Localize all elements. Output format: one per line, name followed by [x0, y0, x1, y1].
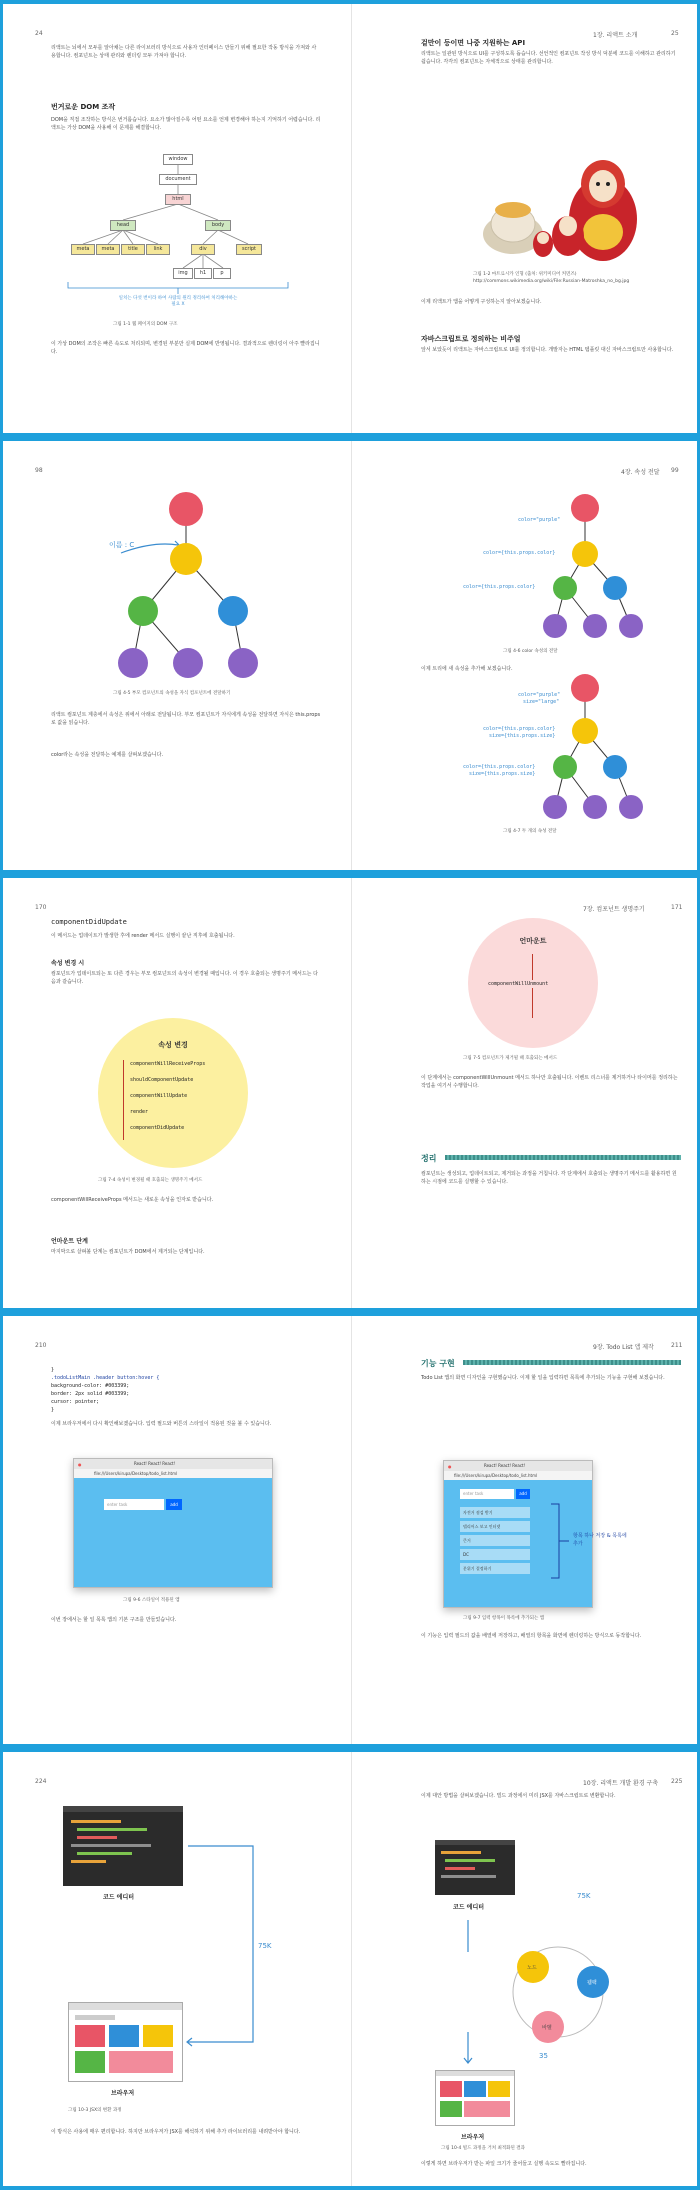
- body-text: componentWillReceiveProps 메서드는 새로운 속성을 인자로 받습니다.: [51, 1197, 214, 1203]
- body-text: color라는 속성을 전달하는 예제를 살펴보겠습니다.: [51, 752, 164, 758]
- sub-heading: 언마운트 단계: [51, 1238, 88, 1245]
- body-text: 이제 트리에 새 속성을 추가해 보겠습니다.: [421, 666, 513, 672]
- dom-tree-diagram: [63, 154, 293, 314]
- todo-item[interactable]: 델리어스 보고 인터넷: [460, 1521, 530, 1532]
- body-text: 이 기능은 입력 필드의 값을 배열에 저장하고, 배열의 항목을 화면에 렌더링하는 방식으로 동작합니다.: [421, 1633, 642, 1639]
- prop-label: size="large": [523, 699, 560, 705]
- tree-node-link: link: [146, 244, 170, 255]
- code-line: background-color: #003399;: [51, 1383, 130, 1389]
- tree-node-script: script: [236, 244, 262, 255]
- running-header: 4장. 속성 전달: [621, 469, 660, 476]
- task-input[interactable]: enter task: [460, 1489, 514, 1499]
- tree-node: [543, 795, 567, 819]
- tree-node: [553, 576, 577, 600]
- todo-item[interactable]: DC: [460, 1549, 530, 1560]
- body-text: 이번 장에서는 할 일 목록 앱의 기본 구조를 만들었습니다.: [51, 1617, 177, 1623]
- page-number: 171: [671, 904, 683, 911]
- body-text: 이 단계에서는 componentWillUnmount 메서드 하나만 호출됩니다. 이벤트 리스너를 제거하거나 타이머를 정리하는 작업을 여기서 수행합니다.: [421, 1075, 678, 1089]
- figure-caption: 그림 4-6 color 속성의 전달: [503, 649, 558, 654]
- lifecycle-item: componentWillUpdate: [130, 1093, 188, 1099]
- prop-label: color={this.props.color}: [483, 726, 556, 732]
- prop-label: size={this.props.size}: [469, 771, 536, 777]
- figure-caption: 그림 7-5 컴포넌트가 제거될 때 호출되는 메서드: [463, 1056, 558, 1061]
- tree-node: [619, 795, 643, 819]
- cycle-label: 웹팩: [587, 1980, 597, 1986]
- tree-node-body: body: [205, 220, 231, 231]
- page-number: 99: [671, 467, 679, 474]
- tree-node-div: div: [191, 244, 215, 255]
- tree-node-meta: meta: [96, 244, 120, 255]
- body-text: 이 방식은 사용에 매우 편리합니다. 하지만 브라우저가 JSX를 해석하기 위해 추가 라이브러리를 내려받아야 합니다.: [51, 2129, 301, 2135]
- tree-node-head: head: [110, 220, 136, 231]
- tree-node: [571, 494, 599, 522]
- running-header: 1장. 리액트 소개: [593, 32, 638, 39]
- lifecycle-item: componentWillUnmount: [488, 981, 549, 987]
- page-number: 98: [35, 467, 43, 474]
- task-input[interactable]: enter task: [104, 1499, 164, 1510]
- page-number: 225: [671, 1778, 683, 1785]
- prop-label: color={this.props.color}: [463, 764, 536, 770]
- running-header: 9장. Todo List 앱 제작: [593, 1344, 654, 1351]
- figure-caption: 그림 1-1 웹 페이지의 DOM 구조: [113, 322, 178, 327]
- running-header: 7장. 컴포넌트 생명주기: [583, 906, 645, 913]
- tree-node-h1: h1: [194, 268, 212, 279]
- prop-label: color={this.props.color}: [463, 584, 536, 590]
- tree-node: [583, 614, 607, 638]
- tree-node-document: document: [159, 174, 197, 185]
- tree-node-html: html: [165, 194, 191, 205]
- diagram-label: 이름 : C: [109, 541, 135, 549]
- tree-node: [128, 596, 158, 626]
- tree-node: [619, 614, 643, 638]
- tree-node: [170, 543, 202, 575]
- unmount-circle: [468, 918, 598, 1048]
- section-heading: 겉만이 등이면 나중 지원하는 API: [421, 39, 526, 47]
- cycle-label: 노드: [527, 1965, 537, 1971]
- tree-node: [553, 755, 577, 779]
- tree-node-img: img: [173, 268, 193, 279]
- tree-diagrams: [3, 441, 697, 870]
- lifecycle-arrow: [123, 1060, 124, 1140]
- spread-3: [3, 878, 697, 1308]
- code-line: .todoListMain .header button:hover {: [51, 1375, 160, 1381]
- gutter: [351, 878, 352, 1308]
- add-button[interactable]: add: [166, 1499, 182, 1510]
- todo-item[interactable]: 분위기 결정하기: [460, 1563, 530, 1574]
- code-line: }: [51, 1367, 55, 1373]
- code-editor-label: 코드 에디터: [103, 1894, 135, 1901]
- tree-annotation: 일치는 다섯 번이라 하여 사람의 원리 정리하여 처리해야하는 필요 X: [118, 296, 238, 307]
- spread-2: [3, 441, 697, 870]
- section-title: 정리: [421, 1154, 437, 1163]
- tree-node: [603, 755, 627, 779]
- tree-node: [228, 648, 258, 678]
- spread-5: [3, 1752, 697, 2186]
- code-editor-label: 코드 에디터: [453, 1904, 485, 1911]
- size-label: 35: [539, 2052, 548, 2060]
- prop-label: color={this.props.color}: [483, 550, 556, 556]
- tree-node: [543, 614, 567, 638]
- figure-caption: 그림 9-6 스타일이 적용된 앱: [123, 1598, 180, 1603]
- tree-node: [572, 718, 598, 744]
- figure-caption: 그림 1-2 마트료시카 인형 (출처: 위키미디어 커먼즈): [473, 272, 577, 277]
- sub-heading: 속성 변경 시: [51, 960, 85, 967]
- section-heading: 자바스크립트로 정의하는 비주얼: [421, 335, 521, 343]
- tree-node-p: p: [213, 268, 231, 279]
- prop-label: color="purple": [518, 692, 561, 698]
- spread-4: [3, 1316, 697, 1744]
- browser-title: React! React! React!: [134, 1461, 176, 1466]
- body-text: 리액트 컴포넌트 계층에서 속성은 위에서 아래로 전달됩니다. 부모 컴포넌트가 자식에게 속성을 전달하면 자식은 this.props로 값을 읽습니다.: [51, 712, 321, 726]
- body-text: 리액트는 뇌에서 모두를 알아채는 다른 라이브러리 방식으로 사용자 인터페이스 만들기 위해 필요한 작동 방식을 가져와 사용합니다. 컴포넌트는 상태 관리와 렌더링 모두 가져야 합니다.: [51, 45, 317, 59]
- figure-caption: 그림 10-3 JSX의 변환 과정: [68, 2108, 122, 2113]
- address-bar[interactable]: file:///Users/kirupa/Desktop/todo_list.html: [444, 1471, 592, 1480]
- figure-caption-source: http://commons.wikimedia.org/wiki/File:Russian-Matroshka_no_bg.jpg: [473, 279, 630, 284]
- tree-node: [571, 674, 599, 702]
- prop-label: color="purple": [518, 517, 561, 523]
- body-text: 앞서 보았듯이 리액트는 자바스크립트로 UI를 정의합니다. 개발자는 HTML 템플릿 대신 자바스크립트만 사용합니다.: [421, 347, 674, 353]
- running-header: 10장. 리액트 개발 환경 구축: [583, 1780, 659, 1787]
- browser-illustration: [68, 2002, 183, 2082]
- figure-caption: 그림 9-7 입력 항목이 목록에 추가되는 앱: [463, 1616, 545, 1621]
- circle-title: 언마운트: [519, 937, 547, 945]
- tree-node: [173, 648, 203, 678]
- page-number: 170: [35, 904, 47, 911]
- body-text: 마지막으로 살펴볼 단계는 컴포넌트가 DOM에서 제거되는 단계입니다.: [51, 1249, 205, 1255]
- section-rule: [445, 1155, 681, 1160]
- size-label: 75K: [258, 1942, 272, 1950]
- figure-caption: 그림 4-5 부모 컴포넌트의 속성을 자식 컴포넌트에 전달하기: [113, 691, 231, 696]
- tree-node: [603, 576, 627, 600]
- body-text: 컴포넌트가 업데이트되는 또 다른 경우는 부모 컴포넌트의 속성이 변경될 때입니다. 이 경우 호출되는 생명주기 메서드는 다음과 같습니다.: [51, 971, 318, 985]
- circle-title: 속성 변경: [158, 1041, 188, 1049]
- body-text: Todo List 앱의 화면 디자인을 구현했습니다. 이제 할 일을 입력하면 목록에 추가되는 기능을 구현해 보겠습니다.: [421, 1375, 665, 1381]
- spread-1: [3, 4, 697, 433]
- tree-node: [583, 795, 607, 819]
- code-line: cursor: pointer;: [51, 1399, 100, 1405]
- page-number: 210: [35, 1342, 47, 1349]
- code-editor-illustration: [435, 1840, 515, 1895]
- callout-bracket: [3, 1316, 697, 1744]
- callout-note: 항목 하나 저장 & 목록에 추가: [573, 1533, 627, 1547]
- body-text: 이렇게 하면 브라우저가 받는 파일 크기가 줄어들고 실행 속도도 빨라집니다.: [421, 2161, 587, 2167]
- flow-arrows: [3, 1752, 697, 2186]
- address-bar[interactable]: file:///Users/kirupa/Desktop/todo_list.html: [74, 1469, 272, 1478]
- cycle-label: 바벨: [542, 2025, 552, 2031]
- lifecycle-item: render: [130, 1109, 149, 1115]
- add-button[interactable]: add: [516, 1489, 530, 1499]
- figure-caption: 그림 10-4 빌드 과정을 거쳐 최적화된 결과: [441, 2146, 525, 2151]
- body-text: 이제 대안 방법을 살펴보겠습니다. 빌드 과정에서 미리 JSX를 자바스크립트로 변환합니다.: [421, 1793, 616, 1799]
- section-title: 기능 구현: [421, 1359, 455, 1368]
- size-label: 75K: [577, 1892, 591, 1900]
- prop-label: size={this.props.size}: [489, 733, 556, 739]
- matryoshka-photo: [473, 144, 643, 264]
- body-text: 리액트는 일관된 방식으로 UI를 구성하도록 돕습니다. 선언적인 컴포넌트 작성 방식 덕분에 코드를 이해하고 관리하기 쉽습니다. 각각의 컴포넌트는 자체적으로 상태를 관리합니다.: [421, 51, 676, 65]
- section-heading: 번거로운 DOM 조작: [51, 103, 116, 111]
- browser-title: React! React! React!: [484, 1463, 526, 1468]
- tree-node-window: window: [163, 154, 193, 165]
- code-heading: componentDidUpdate: [51, 918, 127, 926]
- browser-label: 브라우저: [111, 2090, 135, 2097]
- tree-node-title: title: [121, 244, 145, 255]
- body-text: 이제 리액트가 앱을 어떻게 구성하는지 알아보겠습니다.: [421, 299, 542, 305]
- page-number: 24: [35, 30, 43, 37]
- lifecycle-item: shouldComponentUpdate: [130, 1077, 194, 1083]
- body-text: 이 메서드는 업데이트가 발생한 후에 render 메서드 실행이 끝난 직후에 호출됩니다.: [51, 933, 235, 939]
- code-line: border: 2px solid #003399;: [51, 1391, 130, 1397]
- lifecycle-item: componentWillReceiveProps: [130, 1061, 206, 1067]
- props-change-circle: [98, 1018, 248, 1168]
- figure-caption: 그림 7-4 속성이 변경될 때 호출되는 생명주기 메서드: [98, 1178, 203, 1183]
- window-controls[interactable]: ●: [78, 1462, 82, 1467]
- code-line: }: [51, 1407, 55, 1413]
- tree-node: [118, 648, 148, 678]
- body-text: 이 가상 DOM의 조작은 빠른 속도로 처리되며, 변경된 부분만 실제 DOM에 반영됩니다. 결과적으로 렌더링이 아주 빨라집니다.: [51, 341, 320, 355]
- body-text: 이제 브라우저에서 다시 확인해보겠습니다. 입력 필드와 버튼의 스타일이 적용된 것을 볼 수 있습니다.: [51, 1421, 272, 1427]
- browser-illustration: [435, 2070, 515, 2126]
- tree-node: [169, 492, 203, 526]
- page-number: 224: [35, 1778, 47, 1785]
- todo-item[interactable]: 자전거 점검 받기: [460, 1507, 530, 1518]
- page-number: 211: [671, 1342, 683, 1349]
- window-controls[interactable]: ●: [448, 1464, 452, 1469]
- lifecycle-item: componentDidUpdate: [130, 1125, 185, 1131]
- browser-label: 브라우저: [461, 2134, 485, 2141]
- body-text: 컴포넌트는 생성되고, 업데이트되고, 제거되는 과정을 거칩니다. 각 단계에서 호출되는 생명주기 메서드를 활용하면 원하는 시점에 코드를 실행할 수 있습니다.: [421, 1171, 677, 1185]
- tree-node: [218, 596, 248, 626]
- figure-caption: 그림 4-7 두 개의 속성 전달: [503, 829, 557, 834]
- body-text: DOM을 직접 조작하는 방식은 번거롭습니다. 요소가 많아질수록 어떤 요소를 언제 변경해야 하는지 기억하기 어렵습니다. 리액트는 가상 DOM을 사용해 이 문제를 해결합니다.: [51, 117, 321, 131]
- todo-item[interactable]: 큰거: [460, 1535, 530, 1546]
- gutter: [351, 4, 352, 433]
- tree-node: [572, 541, 598, 567]
- page-number: 25: [671, 30, 679, 37]
- tree-node-meta: meta: [71, 244, 95, 255]
